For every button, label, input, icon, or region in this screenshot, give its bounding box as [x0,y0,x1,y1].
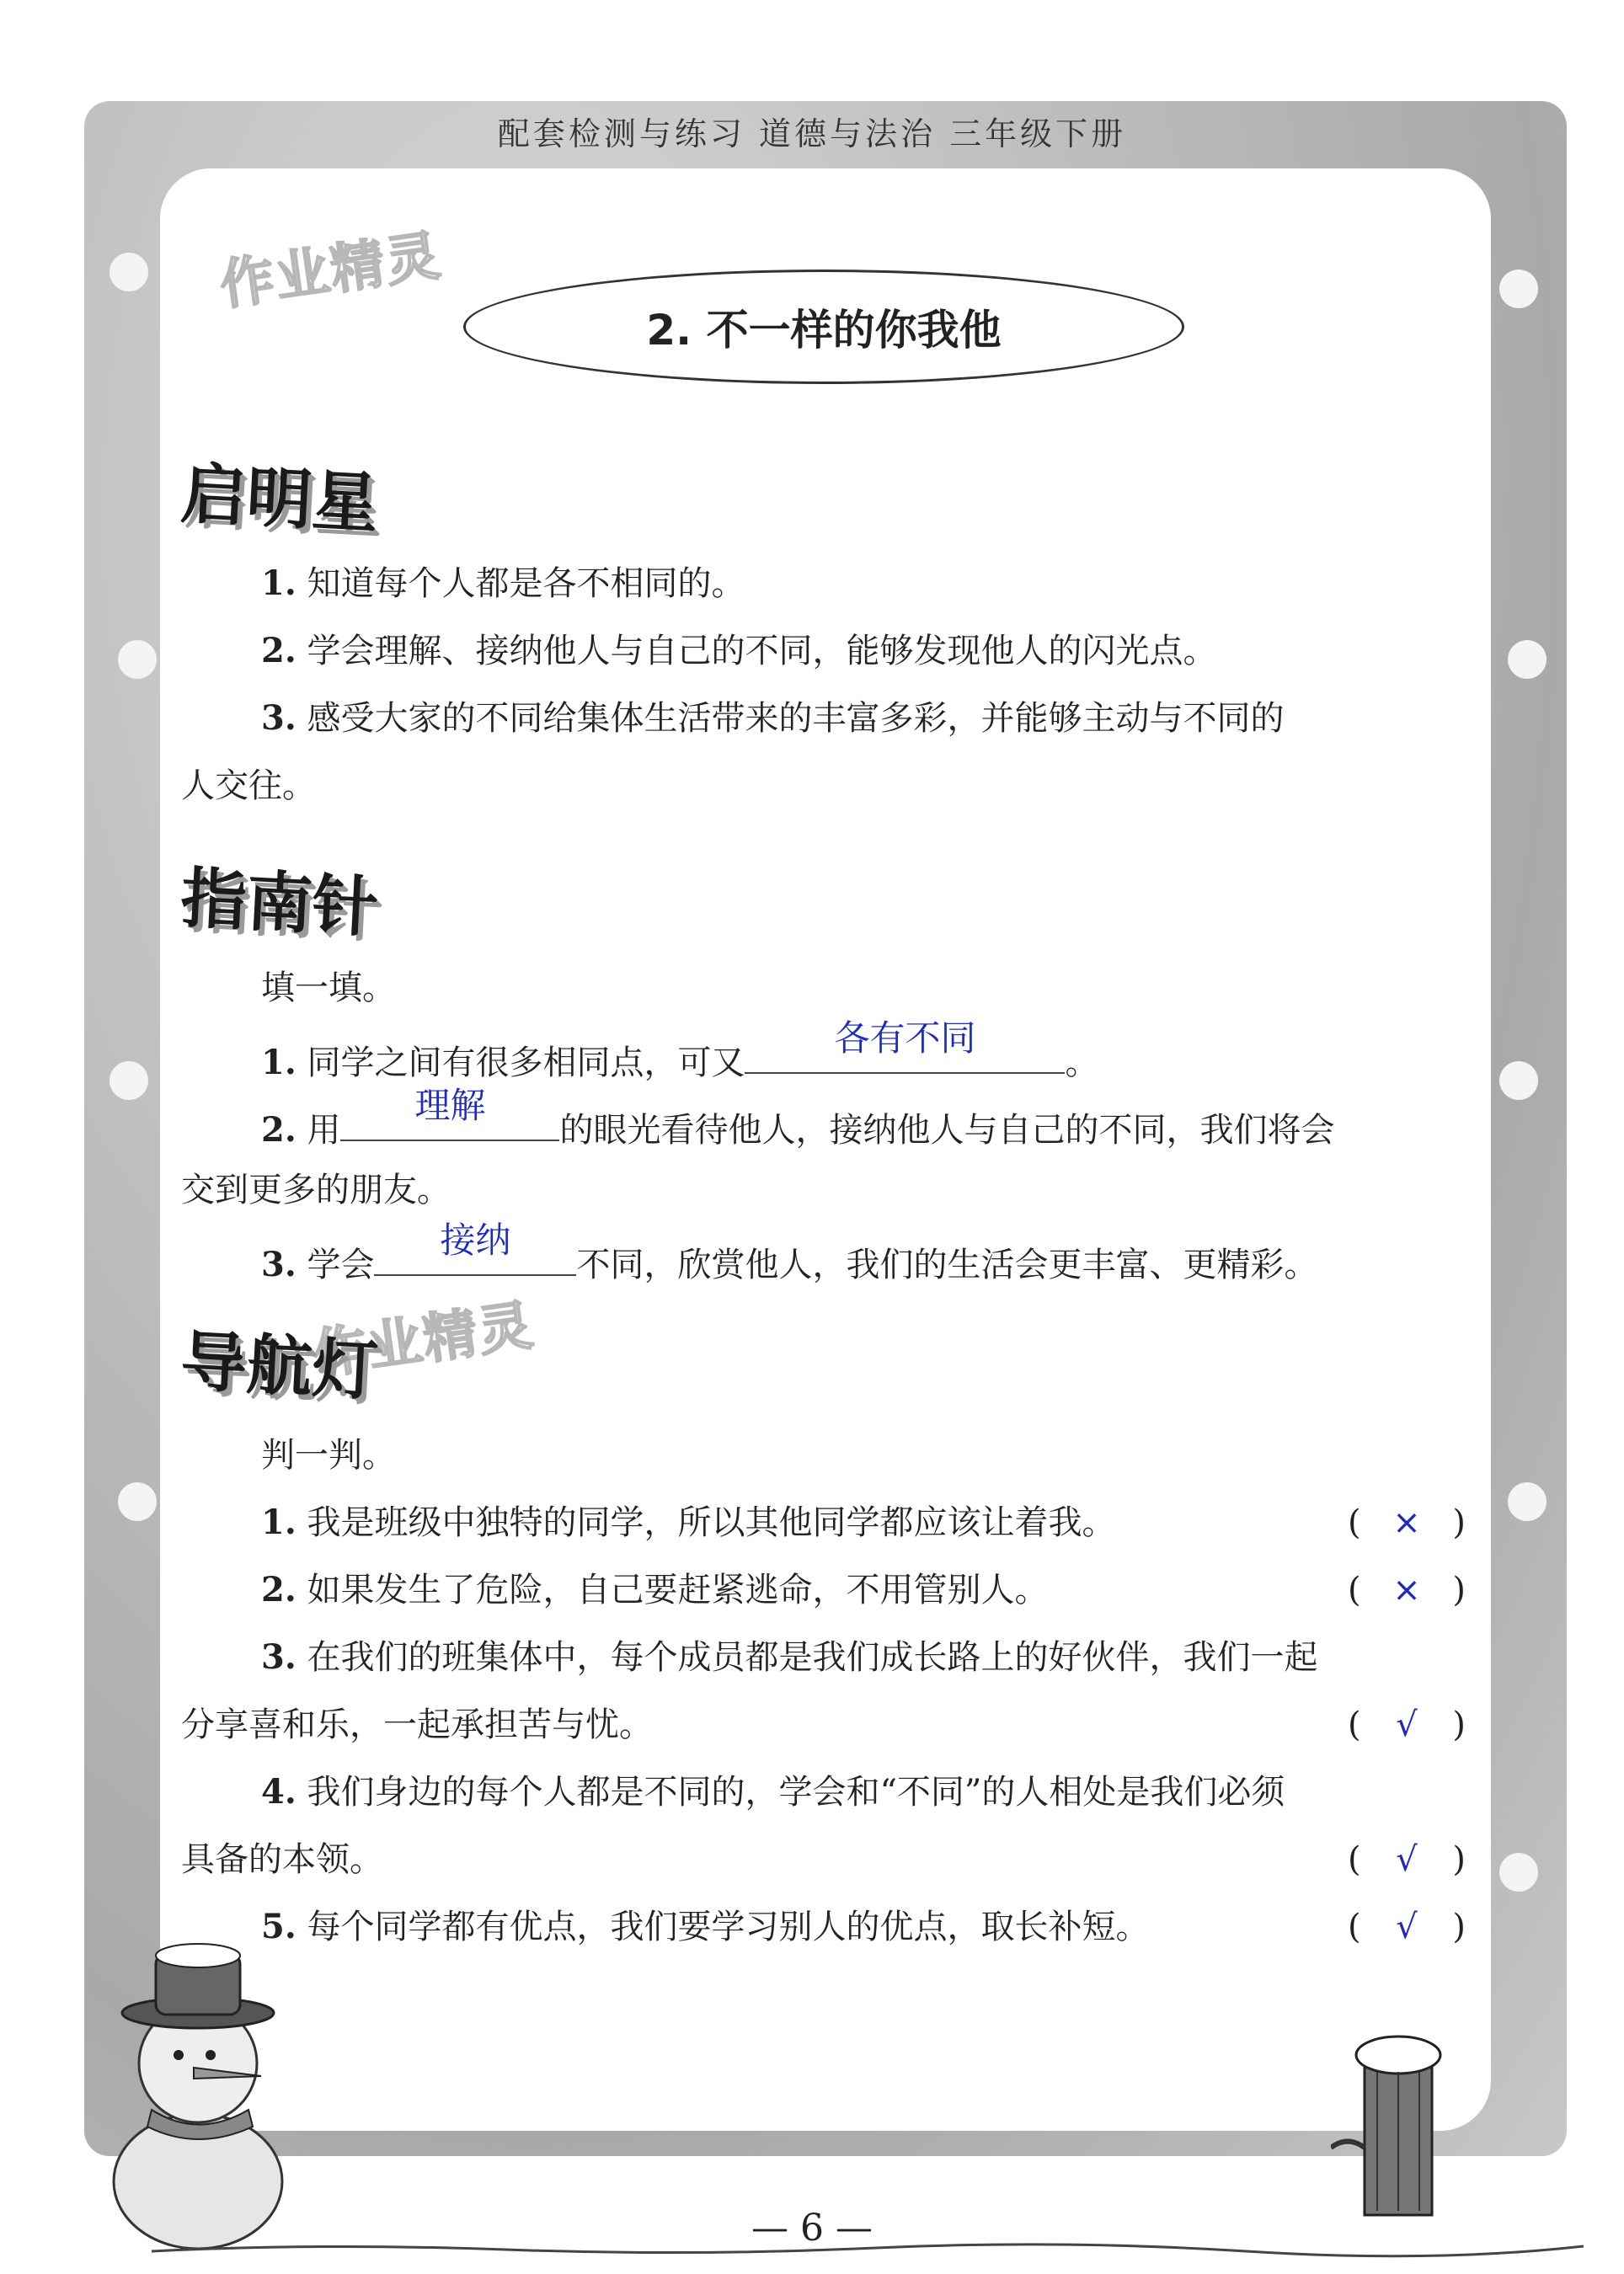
section-title-objectives: 启明星 [179,456,380,543]
fill-instruction: 填一填。 [261,969,396,1007]
judge-mark-5: √ [1396,1908,1418,1946]
fill-answer-2: 理解 [414,1085,486,1126]
judge-answer-box-2[interactable]: ( × ) [1348,1567,1466,1614]
objective-item-3-continued: 人交往。 [181,766,316,805]
judge-item-4: 4. 我们身边的每个人都是不同的，学会和“不同”的人相处是我们必须 [261,1772,1285,1812]
page-number: — 6 — [751,2207,873,2250]
fill-item-2-continued: 交到更多的朋友。 [181,1171,451,1209]
running-header: 配套检测与练习 道德与法治 三年级下册 [497,115,1127,152]
objective-item-2: 2. 学会理解、接纳他人与自己的不同，能够发现他人的闪光点。 [261,631,1217,670]
watermark-top: 作业精灵 [216,224,446,318]
judge-instruction: 判一判。 [261,1436,396,1475]
objective-item-3: 3. 感受大家的不同给集体生活带来的丰富多彩，并能够主动与不同的 [261,698,1285,738]
judge-item-2: 2. 如果发生了危险，自己要赶紧逃命，不用管别人。 [261,1570,1049,1609]
judge-mark-2: × [1392,1571,1421,1609]
judge-mark-4: √ [1396,1840,1418,1879]
fill-item-3: 3. 学会 接纳 不同，欣赏他人，我们的生活会更丰富、更精彩。 [261,1234,1317,1289]
judge-answer-box-3[interactable]: ( √ ) [1348,1701,1466,1748]
snowman-illustration [101,1895,303,2249]
fill-blank-1[interactable] [745,1017,1065,1074]
judge-mark-3: √ [1396,1706,1418,1744]
judge-mark-1: × [1392,1503,1421,1542]
snowy-post-illustration [1331,2021,1466,2223]
judge-item-5: 5. 每个同学都有优点，我们要学习别人的优点，取长补短。 [261,1907,1150,1946]
fill-item-1: 1. 同学之间有很多相同点，可又 各有不同 。 [261,1032,1098,1086]
judge-item-3: 3. 在我们的班集体中，每个成员都是我们成长路上的好伙伴，我们一起 [261,1637,1318,1677]
section-title-fill: 指南针 [179,860,380,948]
fill-blank-3[interactable] [374,1220,576,1276]
judge-item-3-continued: 分享喜和乐，一起承担苦与忧。 [181,1706,653,1744]
objective-item-1: 1. 知道每个人都是各不相同的。 [261,563,745,603]
watermark-middle: 作业精灵 [308,1294,538,1387]
fill-blank-2[interactable] [340,1085,559,1141]
judge-item-1: 1. 我是班级中独特的同学，所以其他同学都应该让着我。 [261,1503,1116,1542]
fill-item-2: 2. 用 理解 的眼光看待他人，接纳他人与自己的不同，我们将会 [261,1099,1334,1154]
fill-answer-3: 接纳 [440,1220,511,1261]
fill-answer-1: 各有不同 [834,1017,976,1059]
judge-item-4-continued: 具备的本领。 [181,1840,383,1879]
judge-answer-box-1[interactable]: ( × ) [1348,1499,1466,1546]
judge-answer-box-4[interactable]: ( √ ) [1348,1836,1466,1883]
section-title-judge: 导航灯 [179,1323,380,1411]
judge-answer-box-5[interactable]: ( √ ) [1348,1903,1466,1951]
lesson-title: 2. 不一样的你我他 [463,270,1184,384]
